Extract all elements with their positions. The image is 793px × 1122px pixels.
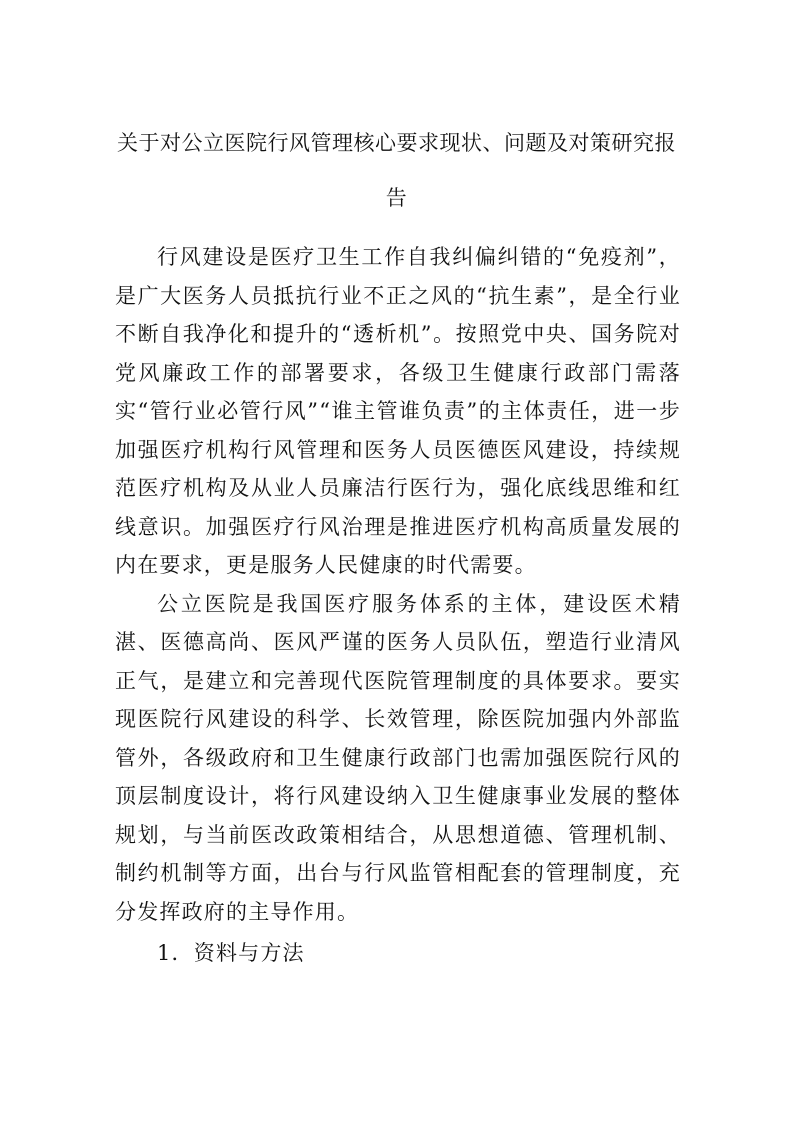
section-heading: 1．资料与方法 — [157, 941, 305, 965]
document-title: 关于对公立医院行风管理核心要求现状、问题及对策研究报告 — [117, 131, 676, 210]
paragraph-2: 公立医院是我国医疗服务体系的主体，建设医术精湛、医德高尚、医风严谨的医务人员队伍，塑造行业清风正气，是建立和完善现代医院管理制度的具体要求。要实现医院行风建设的科学、长效管理，除医院加强内外部监管外，各级政府和卫生健康行政部门也需加强医院行风的顶层制度设计，将行风建设纳入卫生健康事业发展的整体规划，与当前医改政策相结合，从思想道德、管理机制、制约机制等方面，出台与行风监管相配套的管理制度，充分发挥政府的主导作用。 — [115, 591, 681, 924]
document-body — [115, 238, 681, 973]
paragraph-1: 行风建设是医疗卫生工作自我纠偏纠错的“免疫剂”，是广大医务人员抵抗行业不正之风的“抗生素”，是全行业不断自我净化和提升的“透析机”。按照党中央、国务院对党风廉政工作的部署要求，各级卫生健康行政部门需落实“管行业必管行风”“谁主管谁负责”的主体责任，进一步加强医疗机构行风管理和医务人员医德医风建设，持续规范医疗机构及从业人员廉洁行医行为，强化底线思维和红线意识。加强医疗行风治理是推进医疗机构高质量发展的内在要求，更是服务人民健康的时代需要。 — [115, 245, 681, 577]
